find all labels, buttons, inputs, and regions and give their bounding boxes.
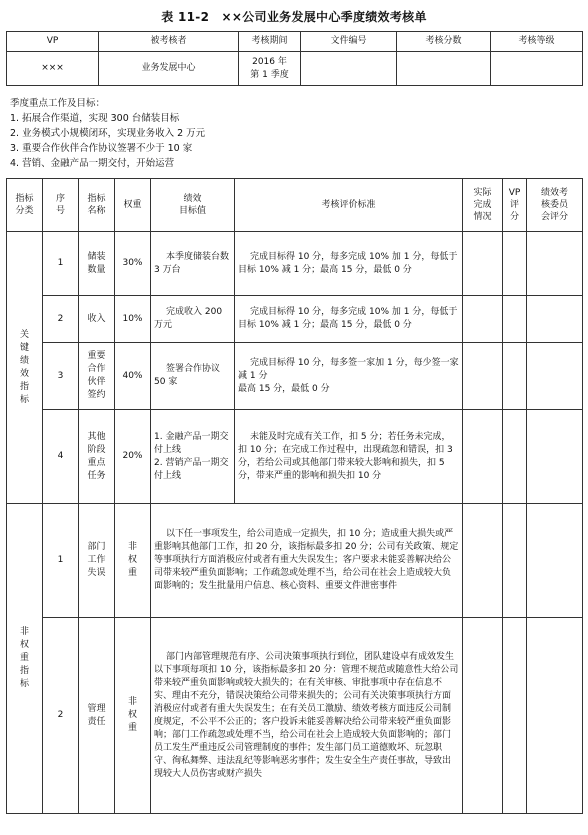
row-actual[interactable] [463, 296, 503, 343]
col-header-name: 指标 名称 [79, 179, 115, 232]
col-header-vp-score: VP 评 分 [503, 179, 527, 232]
goal-item: 4. 营销、金融产品一期交付，开始运营 [10, 158, 175, 169]
table-row [7, 618, 583, 814]
row-vp-score[interactable] [503, 618, 527, 814]
assessment-table [6, 178, 583, 814]
row-vp-score[interactable] [503, 343, 527, 410]
col-header-target: 绩效 目标值 [151, 179, 235, 232]
row-name: 重要 合作 伙伴 签约 [79, 343, 115, 410]
row-committee-score[interactable] [527, 296, 583, 343]
row-name: 管理 责任 [79, 618, 115, 814]
col-header-criteria: 考核评价标准 [235, 179, 463, 232]
goal-item: 3. 重要合作伙伴合作协议签署不少于 10 家 [10, 143, 193, 154]
header-value-vp: ××× [7, 52, 99, 86]
col-header-no: 序 号 [43, 179, 79, 232]
row-actual[interactable] [463, 618, 503, 814]
row-vp-score[interactable] [503, 232, 527, 296]
table-row [7, 410, 583, 504]
row-no: 1 [43, 232, 79, 296]
header-value-assessee: 业务发展中心 [99, 52, 239, 86]
row-committee-score[interactable] [527, 504, 583, 618]
row-criteria: 完成目标得 10 分，每多完成 10% 加 1 分，每低于目标 10% 减 1 分；最高 15 分，最低 0 分 [235, 232, 463, 296]
table-row [7, 504, 583, 618]
row-weight: 非 权 重 [115, 504, 151, 618]
header-label-score: 考核分数 [397, 32, 491, 52]
header-label-vp: VP [7, 32, 99, 52]
goal-item: 2. 业务模式小规模闭环，实现业务收入 2 万元 [10, 128, 206, 139]
row-weight: 20% [115, 410, 151, 504]
table-row [7, 296, 583, 343]
col-header-actual: 实际 完成 情况 [463, 179, 503, 232]
page-title: 表 11-2 ××公司业务发展中心季度绩效考核单 [161, 10, 427, 24]
row-committee-score[interactable] [527, 232, 583, 296]
goal-item: 1. 拓展合作渠道，实现 300 台储装目标 [10, 113, 180, 124]
header-table [6, 31, 583, 86]
col-header-weight: 权重 [115, 179, 151, 232]
col-header-category: 指标 分类 [7, 179, 43, 232]
row-actual[interactable] [463, 343, 503, 410]
row-target: 本季度储装台数 3 万台 [151, 232, 235, 296]
row-weight: 10% [115, 296, 151, 343]
row-no: 2 [43, 618, 79, 814]
header-value-file-no[interactable] [301, 52, 397, 86]
row-target: 1. 金融产品一期交付上线 2. 营销产品一期交付上线 [151, 410, 235, 504]
header-label-period: 考核期间 [239, 32, 301, 52]
header-value-grade[interactable] [491, 52, 583, 86]
row-name: 部门 工作 失误 [79, 504, 115, 618]
row-no: 3 [43, 343, 79, 410]
quarter-goals [10, 96, 205, 171]
row-actual[interactable] [463, 504, 503, 618]
row-criteria: 部门内部管理规范有序、公司决策事项执行到位，团队建设卓有成效发生以下事项每项扣 10 分，该指标最多扣 20 分：管理不规范或随意性大给公司带来较严重负面影响或较大损失的；在有关审核、审批事项中存在信息不实、理由不充分，错误决策给公司带来损失的；公司有关决策事项执行方面消极应付或者有重大失误发生；在有关员工激励、绩效考核方面违反公司制度规定，不公平不公正的；客户投诉未能妥善解决给公司带来较严重负面影响；部门工作疏忽或处理不当，给公司在社会上造成较大负面影响的；部门员工发生严重违反公司管理制度的事件；发生部门员工道德败坏、玩忽职守、徇私舞弊、违法乱纪等影响恶劣事件；发生安全生产责任事故，导致出现较大人员伤害或财产损失 [151, 618, 463, 814]
table-header-row [7, 179, 583, 232]
row-criteria: 未能及时完成有关工作，扣 5 分；若任务未完成，扣 10 分；在完成工作过程中，出现疏忽和错误，扣 3 分，若给公司或其他部门带来较大影响和损失，扣 5 分，带来严重的影响和损失扣 10 分 [235, 410, 463, 504]
row-vp-score[interactable] [503, 296, 527, 343]
row-criteria: 以下任一事项发生，给公司造成一定损失，扣 10 分；造成重大损失或严重影响其他部门工作，扣 20 分，该指标最多扣 20 分；公司有关政策、规定等事项执行方面消极应付或者有重大失误发生；客户要求未能妥善解决给公司带来较严重负面影响；工作疏忽或处理不当，给公司在社会上造成较大负面影响的；发生批量用户信息、核心资料、重要文件泄密事件 [151, 504, 463, 618]
row-no: 1 [43, 504, 79, 618]
row-target: 签署合作协议 50 家 [151, 343, 235, 410]
row-vp-score[interactable] [503, 410, 527, 504]
nonweight-category-cell: 非 权 重 指 标 [7, 504, 43, 814]
header-value-period: 2016 年 第 1 季度 [239, 52, 301, 86]
header-label-file-no: 文件编号 [301, 32, 397, 52]
row-committee-score[interactable] [527, 618, 583, 814]
row-target: 完成收入 200 万元 [151, 296, 235, 343]
row-no: 2 [43, 296, 79, 343]
row-name: 收入 [79, 296, 115, 343]
row-criteria: 完成目标得 10 分，每多签一家加 1 分，每少签一家减 1 分 最高 15 分，最低 0 分 [235, 343, 463, 410]
row-weight: 非 权 重 [115, 618, 151, 814]
row-weight: 40% [115, 343, 151, 410]
col-header-committee-score: 绩效考 核委员 会评分 [527, 179, 583, 232]
header-value-score[interactable] [397, 52, 491, 86]
row-actual[interactable] [463, 410, 503, 504]
table-row [7, 343, 583, 410]
row-criteria: 完成目标得 10 分，每多完成 10% 加 1 分，每低于目标 10% 减 1 分；最高 15 分，最低 0 分 [235, 296, 463, 343]
row-committee-score[interactable] [527, 343, 583, 410]
table-row [7, 232, 583, 296]
row-no: 4 [43, 410, 79, 504]
row-name: 储装 数量 [79, 232, 115, 296]
row-name: 其他 阶段 重点 任务 [79, 410, 115, 504]
row-weight: 30% [115, 232, 151, 296]
row-actual[interactable] [463, 232, 503, 296]
header-label-assessee: 被考核者 [99, 32, 239, 52]
goals-heading: 季度重点工作及目标： [10, 98, 106, 109]
row-vp-score[interactable] [503, 504, 527, 618]
header-label-grade: 考核等级 [491, 32, 583, 52]
kpi-category-cell: 关 键 绩 效 指 标 [7, 232, 43, 504]
row-committee-score[interactable] [527, 410, 583, 504]
